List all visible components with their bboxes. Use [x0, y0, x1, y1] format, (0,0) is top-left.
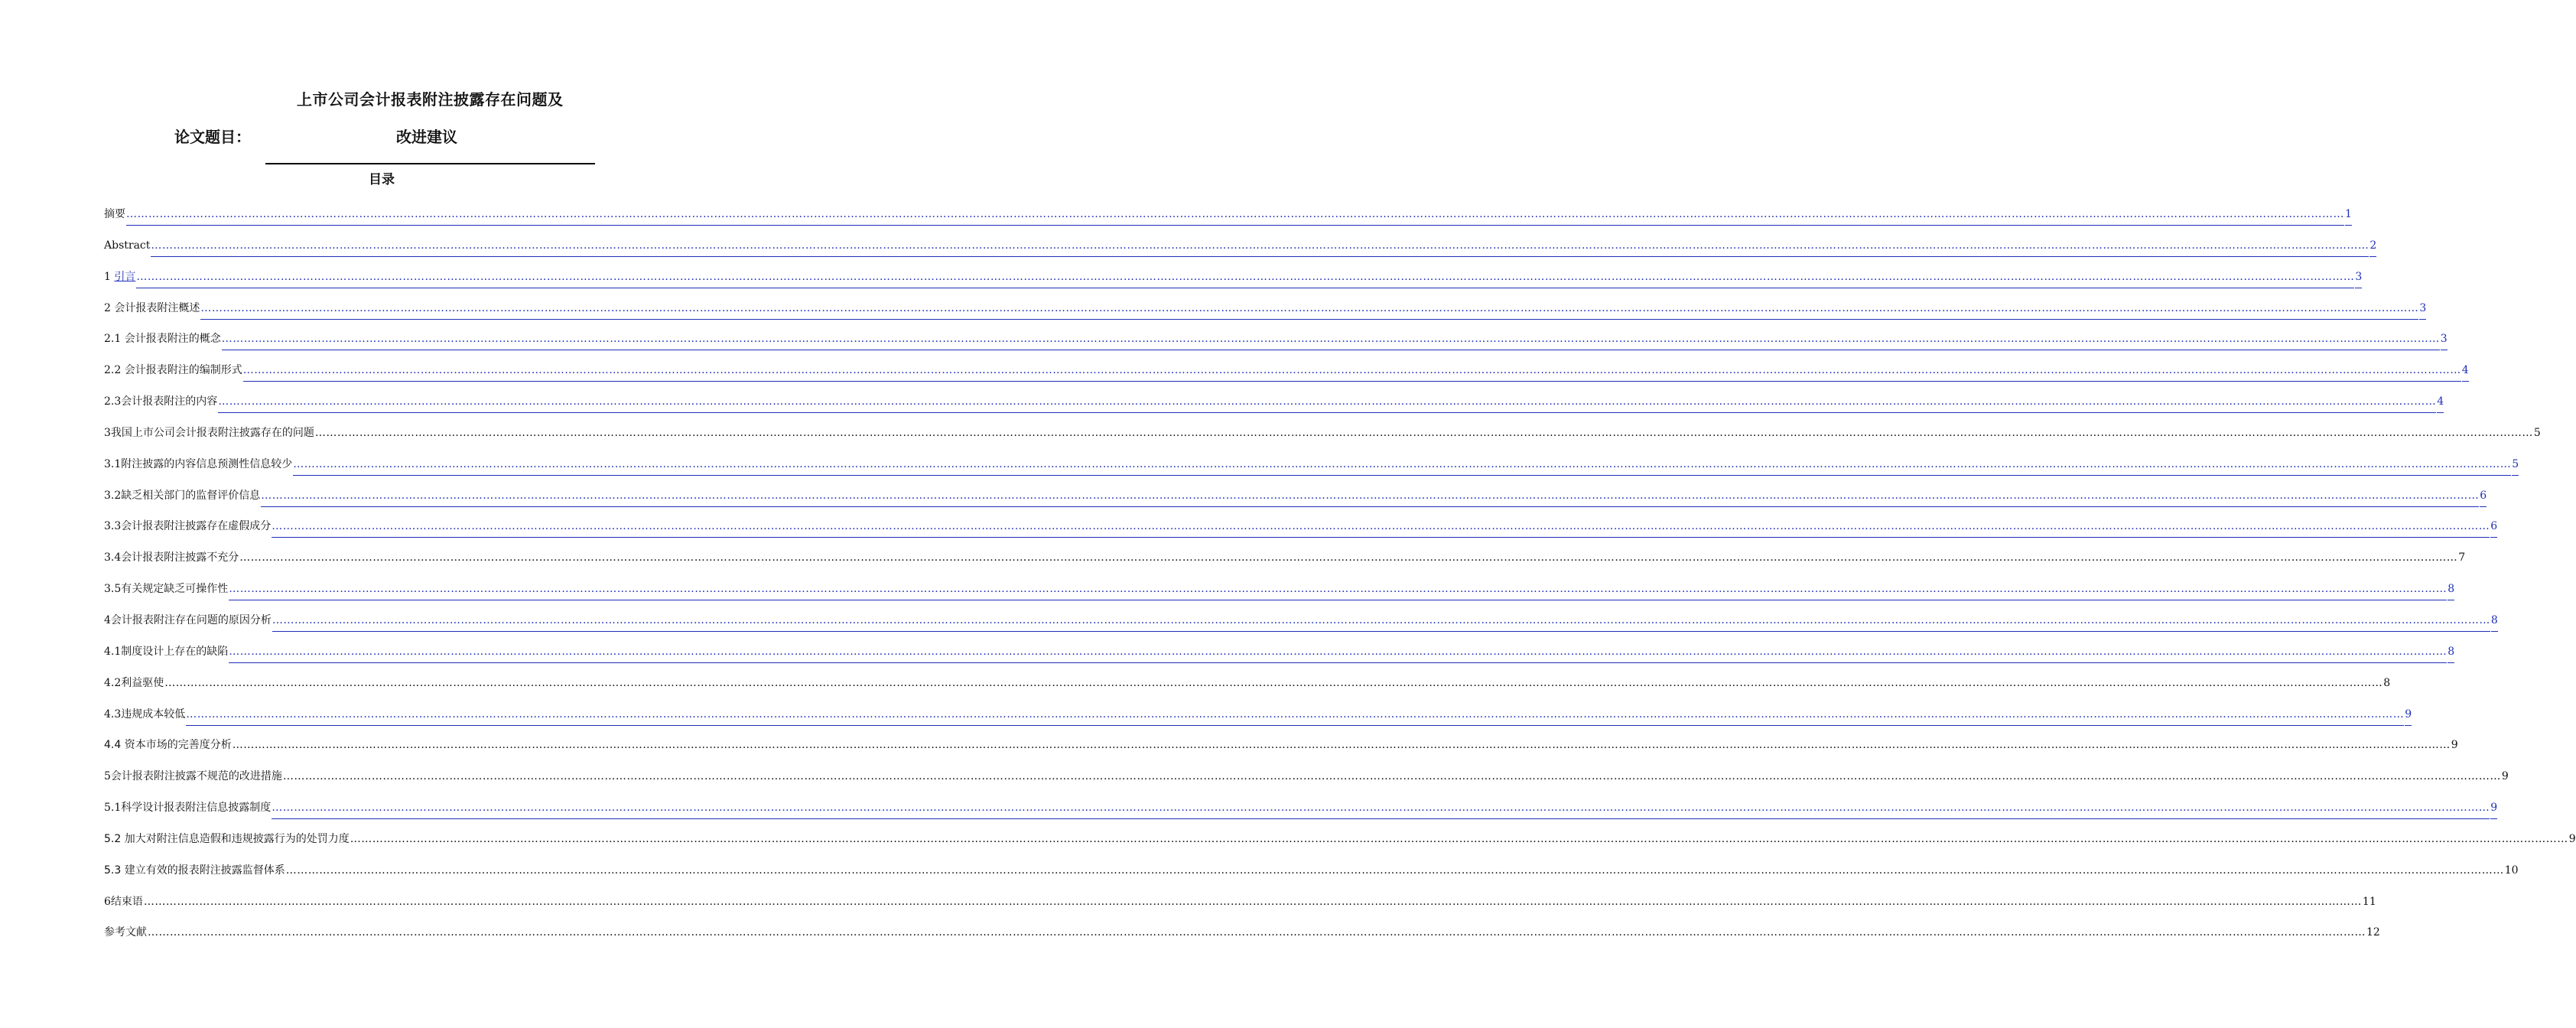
thesis-title-line2: 改进建议 — [396, 128, 457, 146]
title-underline — [265, 163, 595, 164]
toc-leader-dots: …………………………………………………………………………………………………………………………………………………………………………………………………………………………………………………………………………………………………………………………………………………………………………………………………………………………………………………………………………………………………………………………………………………… — [229, 641, 2447, 663]
toc-entry-title — [104, 203, 125, 225]
toc-leader-dots: …………………………………………………………………………………………………………………………………………………………………………………………………………………………………………………………………………………………………………………………………………………………………………………………………………………………………………………………………………………………………………………………………………………… — [222, 328, 2440, 350]
toc-entry[interactable] — [104, 235, 2377, 266]
toc-entry-text: 3.3会计报表附注披露存在虚假成分 — [104, 520, 272, 533]
toc-entry-text: 3我国上市公司会计报表附注披露存在的问题 — [104, 426, 314, 439]
toc-entry — [104, 547, 2466, 578]
toc-leader-dots: …………………………………………………………………………………………………………………………………………………………………………………………………………………………………………………………………………………………………………………………………………………………………………………………………………………………………………………………………………………………………………………………………………………… — [164, 676, 2383, 689]
toc-page-number[interactable]: 6 — [2490, 516, 2497, 538]
toc-leader-dots: …………………………………………………………………………………………………………………………………………………………………………………………………………………………………………………………………………………………………………………………………………………………………………………………………………………………………………………………………………………………………………………………………………………… — [229, 578, 2447, 600]
toc-entry-title — [104, 860, 285, 881]
toc-entry[interactable] — [104, 485, 2487, 516]
toc-entry-title — [104, 328, 221, 350]
toc-entry-text[interactable]: 引言 — [114, 270, 136, 283]
toc-entry — [104, 766, 2509, 797]
toc-entry[interactable] — [104, 359, 2469, 391]
toc-leader-dots: …………………………………………………………………………………………………………………………………………………………………………………………………………………………………………………………………………………………………………………………………………………………………………………………………………………………………………………………………………………………………………………………………………………… — [186, 704, 2404, 726]
toc-entry[interactable] — [104, 641, 2455, 672]
toc-page-number: 12 — [2366, 926, 2380, 939]
toc-entry-title — [104, 766, 282, 787]
toc-entry[interactable] — [104, 610, 2498, 641]
toc-entry-text: 2.2 会计报表附注的编制形式 — [104, 364, 242, 377]
toc-page-number[interactable]: 4 — [2462, 359, 2469, 382]
toc-entry[interactable] — [104, 391, 2444, 422]
toc-page-number: 11 — [2362, 895, 2376, 908]
toc-page-number: 9 — [2568, 832, 2576, 845]
toc-entry-title — [104, 298, 200, 319]
toc-leader-dots: …………………………………………………………………………………………………………………………………………………………………………………………………………………………………………………………………………………………………………………………………………………………………………………………………………………………………………………………………………………………………………………………………………………… — [314, 426, 2533, 439]
toc-page-number: 7 — [2458, 551, 2466, 564]
toc-entry-text: 4会计报表附注存在问题的原因分析 — [104, 613, 272, 626]
toc-entry-title — [104, 610, 272, 631]
toc-page-number[interactable]: 5 — [2512, 454, 2519, 476]
toc-leader-dots: …………………………………………………………………………………………………………………………………………………………………………………………………………………………………………………………………………………………………………………………………………………………………………………………………………………………………………………………………………………………………………………………………………………… — [239, 551, 2458, 564]
toc-leader-dots: …………………………………………………………………………………………………………………………………………………………………………………………………………………………………………………………………………………………………………………………………………………………………………………………………………………………………………………………………………………………………………………………………………………… — [200, 298, 2418, 320]
toc-entry-text: 2 会计报表附注概述 — [104, 301, 200, 314]
toc-entry — [104, 672, 2391, 704]
toc-entry-title — [104, 485, 260, 506]
toc-leader-dots: …………………………………………………………………………………………………………………………………………………………………………………………………………………………………………………………………………………………………………………………………………………………………………………………………………………………………………………………………………………………………………………………………………………… — [143, 895, 2362, 908]
toc-entry-title — [104, 266, 135, 288]
toc-entry-text: 3.5有关规定缺乏可操作性 — [104, 583, 229, 596]
toc-page-number[interactable]: 1 — [2345, 203, 2352, 226]
toc-leader-dots: …………………………………………………………………………………………………………………………………………………………………………………………………………………………………………………………………………………………………………………………………………………………………………………………………………………………………………………………………………………………………………………………………………………… — [136, 266, 2354, 288]
toc-page-number: 10 — [2504, 864, 2519, 877]
toc-leader-dots: …………………………………………………………………………………………………………………………………………………………………………………………………………………………………………………………………………………………………………………………………………………………………………………………………………………………………………………………………………………………………………………………………………………… — [243, 359, 2461, 382]
toc-entry-title — [104, 422, 314, 444]
thesis-title-label: 论文题目： — [174, 128, 251, 146]
toc-page-number[interactable]: 8 — [2491, 610, 2498, 632]
toc-entry[interactable] — [104, 704, 2412, 735]
toc-entry-title — [104, 704, 185, 725]
toc-entry-text: 4.4 资本市场的完善度分析 — [104, 739, 232, 752]
toc-page-number[interactable]: 9 — [2405, 704, 2412, 726]
toc-page-number: 9 — [2501, 770, 2509, 783]
toc-entry-title — [104, 516, 271, 537]
toc-leader-dots: …………………………………………………………………………………………………………………………………………………………………………………………………………………………………………………………………………………………………………………………………………………………………………………………………………………………………………………………………………………………………………………………………………………… — [350, 832, 2568, 845]
toc-entry — [104, 422, 2541, 454]
toc-entry-title — [104, 547, 239, 568]
toc-entry — [104, 922, 2380, 953]
toc-entry-text: 摘要 — [104, 208, 125, 220]
toc-page-number[interactable]: 3 — [2419, 298, 2426, 320]
toc-page-number[interactable]: 3 — [2355, 266, 2362, 288]
toc-page-number[interactable]: 4 — [2437, 391, 2444, 413]
toc-entry-title — [104, 391, 217, 412]
thesis-title-line1: 上市公司会计报表附注披露存在问题及 — [297, 90, 564, 109]
toc-page-number: 9 — [2451, 739, 2458, 752]
toc-entry-text: 4.3违规成本较低 — [104, 708, 186, 721]
toc-entry-title — [104, 359, 242, 381]
toc-page-number[interactable]: 8 — [2448, 578, 2454, 600]
toc-entry-title — [104, 235, 150, 256]
toc-entry-text: 3.4会计报表附注披露不充分 — [104, 551, 239, 564]
toc-page-number: 8 — [2383, 676, 2391, 689]
toc-page-number[interactable]: 9 — [2490, 797, 2497, 819]
toc-entry-title — [104, 672, 164, 694]
toc-entry[interactable] — [104, 328, 2448, 359]
toc-entry-text: 2.3会计报表附注的内容 — [104, 395, 218, 408]
toc-entry-text: 5.2 加大对附注信息造假和违规披露行为的处罚力度 — [104, 832, 350, 845]
toc-entry[interactable] — [104, 203, 2352, 235]
toc-entry[interactable] — [104, 578, 2455, 610]
toc-entry-text: 3.2缺乏相关部门的监督评价信息 — [104, 489, 261, 502]
table-of-contents — [104, 203, 2576, 953]
toc-entry-title — [104, 578, 228, 600]
toc-entry-title — [104, 454, 292, 475]
toc-entry-text: 2.1 会计报表附注的概念 — [104, 333, 221, 346]
toc-entry-title — [104, 734, 232, 756]
toc-leader-dots: …………………………………………………………………………………………………………………………………………………………………………………………………………………………………………………………………………………………………………………………………………………………………………………………………………………………………………………………………………………………………………………………………………………… — [261, 485, 2479, 507]
toc-entry-text: 5.3 建立有效的报表附注披露监督体系 — [104, 864, 285, 877]
toc-page-number[interactable]: 2 — [2369, 235, 2376, 257]
toc-entry-text: 4.1制度设计上存在的缺陷 — [104, 645, 229, 658]
toc-heading: 目录 — [369, 172, 395, 187]
toc-entry — [104, 891, 2376, 922]
toc-leader-dots: …………………………………………………………………………………………………………………………………………………………………………………………………………………………………………………………………………………………………………………………………………………………………………………………………………………………………………………………………………………………………………………………………………………… — [126, 203, 2344, 226]
toc-entry-title — [104, 797, 271, 818]
toc-leader-dots: …………………………………………………………………………………………………………………………………………………………………………………………………………………………………………………………………………………………………………………………………………………………………………………………………………………………………………………………………………………………………………………………………………………… — [293, 454, 2511, 476]
toc-leader-dots: …………………………………………………………………………………………………………………………………………………………………………………………………………………………………………………………………………………………………………………………………………………………………………………………………………………………………………………………………………………………………………………………………………………… — [285, 864, 2504, 877]
toc-leader-dots: …………………………………………………………………………………………………………………………………………………………………………………………………………………………………………………………………………………………………………………………………………………………………………………………………………………………………………………………………………………………………………………………………………………… — [282, 770, 2501, 783]
toc-entry[interactable] — [104, 454, 2519, 485]
toc-entry-text: 参考文献 — [104, 926, 147, 939]
toc-entry-text: 3.1附注披露的内容信息预测性信息较少 — [104, 457, 293, 470]
toc-entry-text: 6结束语 — [104, 895, 143, 908]
toc-entry-title — [104, 922, 147, 943]
toc-leader-dots: …………………………………………………………………………………………………………………………………………………………………………………………………………………………………………………………………………………………………………………………………………………………………………………………………………………………………………………………………………………………………………………………………………………… — [232, 739, 2451, 752]
toc-entry-number: 1 — [104, 270, 115, 283]
toc-entry-text: 5会计报表附注披露不规范的改进措施 — [104, 770, 282, 783]
toc-page-number[interactable]: 6 — [2480, 485, 2487, 507]
toc-leader-dots: …………………………………………………………………………………………………………………………………………………………………………………………………………………………………………………………………………………………………………………………………………………………………………………………………………………………………………………………………………………………………………………………………………………… — [218, 391, 2436, 413]
toc-leader-dots: …………………………………………………………………………………………………………………………………………………………………………………………………………………………………………………………………………………………………………………………………………………………………………………………………………………………………………………………………………………………………………………………………………………… — [272, 610, 2490, 632]
toc-entry[interactable] — [104, 298, 2427, 329]
toc-entry-title — [104, 891, 143, 913]
toc-entry[interactable] — [104, 516, 2498, 547]
toc-entry-text: Abstract — [104, 239, 151, 252]
toc-page-number[interactable]: 8 — [2448, 641, 2454, 663]
toc-entry — [104, 860, 2519, 891]
toc-entry — [104, 734, 2458, 766]
toc-leader-dots: …………………………………………………………………………………………………………………………………………………………………………………………………………………………………………………………………………………………………………………………………………………………………………………………………………………………………………………………………………………………………………………………………………………… — [272, 797, 2490, 819]
toc-entry-text: 4.2利益驱使 — [104, 676, 164, 689]
toc-page-number: 5 — [2533, 426, 2541, 439]
toc-leader-dots: …………………………………………………………………………………………………………………………………………………………………………………………………………………………………………………………………………………………………………………………………………………………………………………………………………………………………………………………………………………………………………………………………………………… — [148, 926, 2366, 939]
toc-entry-text: 5.1科学设计报表附注信息披露制度 — [104, 802, 272, 815]
toc-leader-dots: …………………………………………………………………………………………………………………………………………………………………………………………………………………………………………………………………………………………………………………………………………………………………………………………………………………………………………………………………………………………………………………………………………………… — [151, 235, 2369, 257]
toc-entry-title — [104, 641, 228, 662]
toc-leader-dots: …………………………………………………………………………………………………………………………………………………………………………………………………………………………………………………………………………………………………………………………………………………………………………………………………………………………………………………………………………………………………………………………………………………… — [272, 516, 2490, 538]
toc-entry[interactable] — [104, 797, 2498, 828]
toc-entry[interactable] — [104, 266, 2363, 298]
toc-entry-title — [104, 828, 350, 850]
toc-entry — [104, 828, 2576, 860]
toc-page-number[interactable]: 3 — [2441, 328, 2448, 350]
